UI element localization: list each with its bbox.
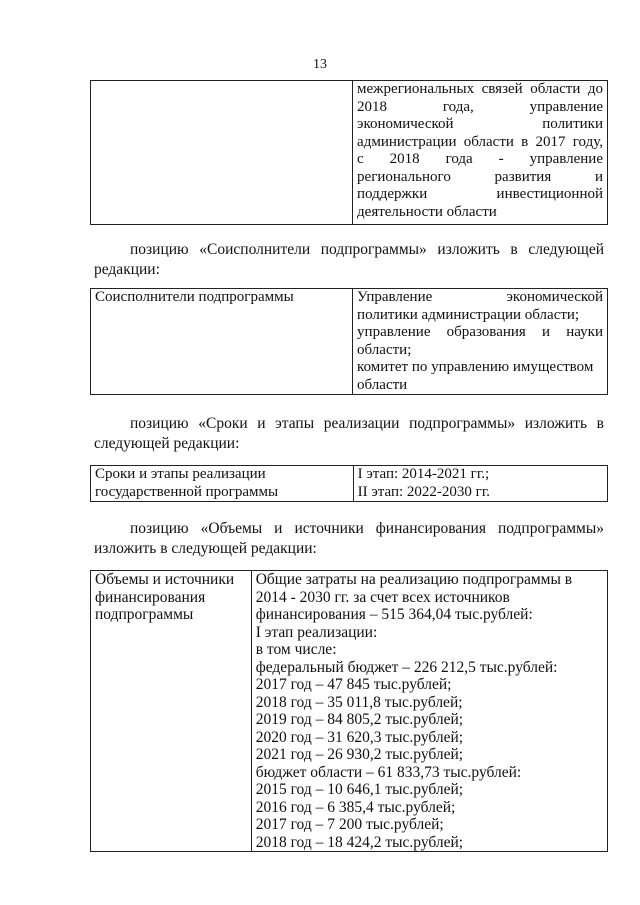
table-line: управление образования и науки [357,324,603,340]
paragraph-line: редакции: [94,261,160,278]
table-line: 2021 год – 26 930,2 тыс.рублей; [255,746,464,763]
paragraph-line: позицию «Сроки и этапы реализации подпрограммы» изложить в [130,415,604,432]
paragraph-line: следующей редакции: [94,435,240,452]
table-line: государственной программы [95,483,279,500]
table-line: 2016 год – 6 385,4 тыс.рублей; [255,798,456,816]
table-line: 2018 года, управление [357,98,603,115]
table-line: Сроки и этапы реализации [95,466,266,482]
table-line: бюджет области – 61 833,73 тыс.рублей: [255,763,522,781]
table-funding [90,570,608,852]
table-cell-right [353,81,608,225]
table-cell-right [251,571,607,852]
table-line: федеральный бюджет – 226 212,5 тыс.рублей: [255,658,558,676]
table-line: финансирования – 515 364,04 тыс.рублей: [255,606,533,623]
table-line: I этап: 2014-2021 гг.; [357,466,490,482]
paragraph-stages [94,414,604,454]
table-line: межрегиональных связей области до [357,81,603,97]
table-line: экономической политики [357,116,603,132]
table-line: деятельности области [357,203,497,220]
table-cell-left [91,571,252,852]
table-line: области; [357,341,412,358]
table-line: I этап реализации: [255,623,378,641]
table-cell-right [353,289,608,395]
table-line: регионального развития и [357,168,603,185]
table-line: 2018 год – 35 011,8 тыс.рублей; [255,693,463,711]
paragraph-line: позицию «Объемы и источники финансирования подпрограммы» [130,520,604,537]
table-cell-right [353,466,607,502]
page-number: 13 [313,57,327,72]
table-line: поддержки инвестиционной [357,186,603,202]
paragraph-line: изложить в следующей редакции: [94,540,317,557]
table-line: финансирования [95,588,206,606]
table-line: в том числе: [255,641,337,658]
table-continuation [90,80,608,225]
table-line: с 2018 года - управление [357,151,603,167]
table-coexecutors [90,288,608,395]
table-cell-left: Соисполнители подпрограммы [91,289,353,395]
table-line: 2014 - 2030 гг. за счет всех источников [255,588,510,606]
table-cell-left-empty [91,81,353,225]
table-line: комитет по управлению имуществом [357,359,594,375]
table-line: области [357,376,408,393]
table-line: Объемы и источники [95,571,235,588]
table-line: подпрограммы [95,606,194,623]
paragraph-funding [94,519,604,559]
table-line: 2015 год – 10 646,1 тыс.рублей; [255,781,464,798]
paragraph-line: позицию «Соисполнители подпрограммы» изложить в следующей [130,241,604,258]
table-line: 2017 год – 47 845 тыс.рублей; [255,676,452,693]
table-stages [90,465,608,502]
table-line: 2018 год – 18 424,2 тыс.рублей; [255,833,464,851]
table-line: Общие затраты на реализацию подпрограммы в [255,571,573,588]
table-line: 2019 год – 84 805,2 тыс.рублей; [255,711,464,728]
table-line: 2017 год – 7 200 тыс.рублей; [255,816,444,833]
table-line: 2020 год – 31 620,3 тыс.рублей; [255,728,464,746]
table-cell-left [91,466,354,502]
paragraph-coexecutors [94,240,604,280]
table-line: администрации области в 2017 году, [357,133,603,150]
table-line: политики администрации области; [357,306,580,323]
table-line: Управление экономической [357,289,603,305]
table-line: II этап: 2022-2030 гг. [357,483,491,500]
